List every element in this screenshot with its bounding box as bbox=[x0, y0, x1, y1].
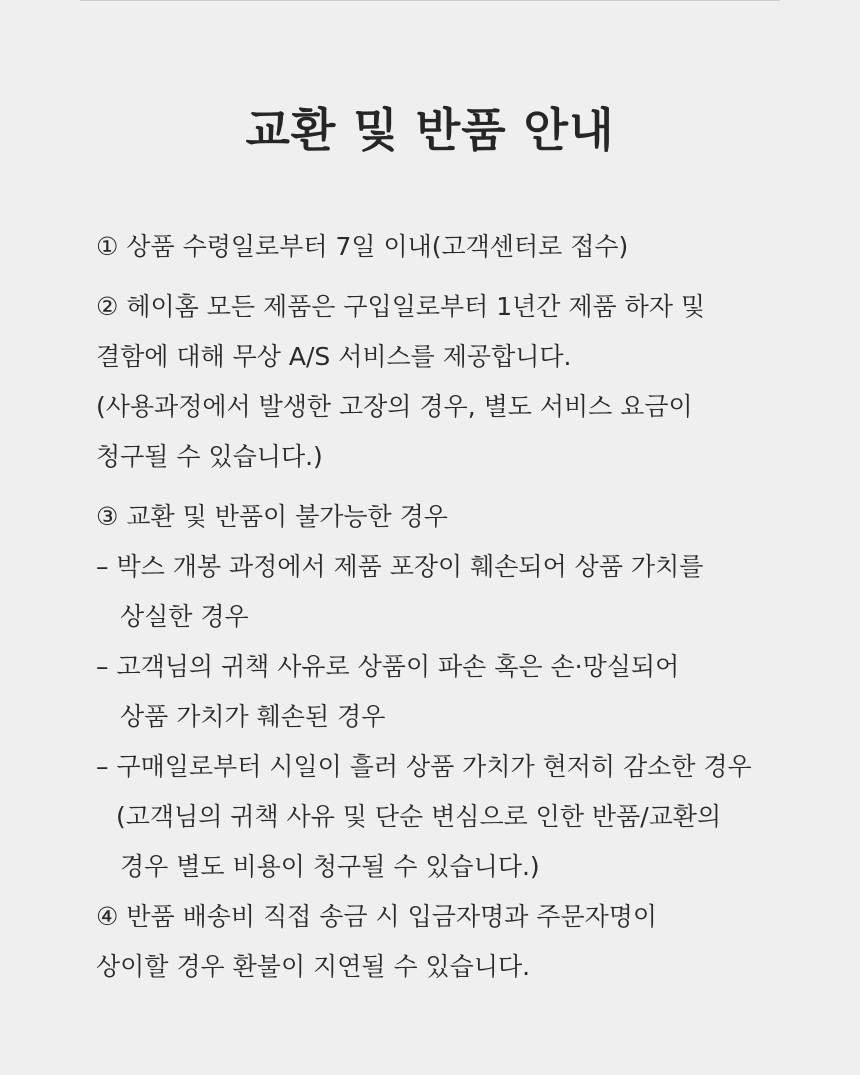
notice-item-2-line-3: (사용과정에서 발생한 고장의 경우, 별도 서비스 요금이 bbox=[96, 392, 693, 421]
notice-item-3-note: (고객님의 귀책 사유 및 단순 변심으로 인한 반품/교환의 bbox=[116, 802, 722, 831]
notice-content bbox=[96, 222, 836, 992]
notice-item-3-bullet-1: – 박스 개봉 과정에서 제품 포장이 훼손되어 상품 가치를 bbox=[96, 552, 704, 581]
page-title: 교환 및 반품 안내 bbox=[245, 103, 615, 157]
notice-item-3-bullet-2-cont: 상품 가치가 훼손된 경우 bbox=[120, 702, 386, 731]
notice-item-3-bullet-2: – 고객님의 귀책 사유로 상품이 파손 혹은 손·망실되어 bbox=[96, 652, 680, 681]
notice-item-3-bullet-1-cont: 상실한 경우 bbox=[120, 602, 249, 631]
top-divider bbox=[80, 0, 780, 1]
notice-item-3: ③ 교환 및 반품이 불가능한 경우 bbox=[96, 502, 448, 531]
notice-item-2-line-4: 청구될 수 있습니다.) bbox=[96, 442, 323, 471]
notice-item-4-line-2: 상이할 경우 환불이 지연될 수 있습니다. bbox=[96, 952, 531, 981]
notice-item-4: ④ 반품 배송비 직접 송금 시 입금자명과 주문자명이 bbox=[96, 902, 658, 931]
notice-item-1: ① 상품 수령일로부터 7일 이내(고객센터로 접수) bbox=[96, 232, 629, 261]
notice-item-3-note-cont: 경우 별도 비용이 청구될 수 있습니다.) bbox=[120, 852, 540, 881]
notice-item-2: ② 헤이홈 모든 제품은 구입일로부터 1년간 제품 하자 및 bbox=[96, 292, 706, 321]
notice-item-3-bullet-3: – 구매일로부터 시일이 흘러 상품 가치가 현저히 감소한 경우 bbox=[96, 752, 752, 781]
notice-item-2-line-2: 결함에 대해 무상 A/S 서비스를 제공합니다. bbox=[96, 342, 572, 371]
